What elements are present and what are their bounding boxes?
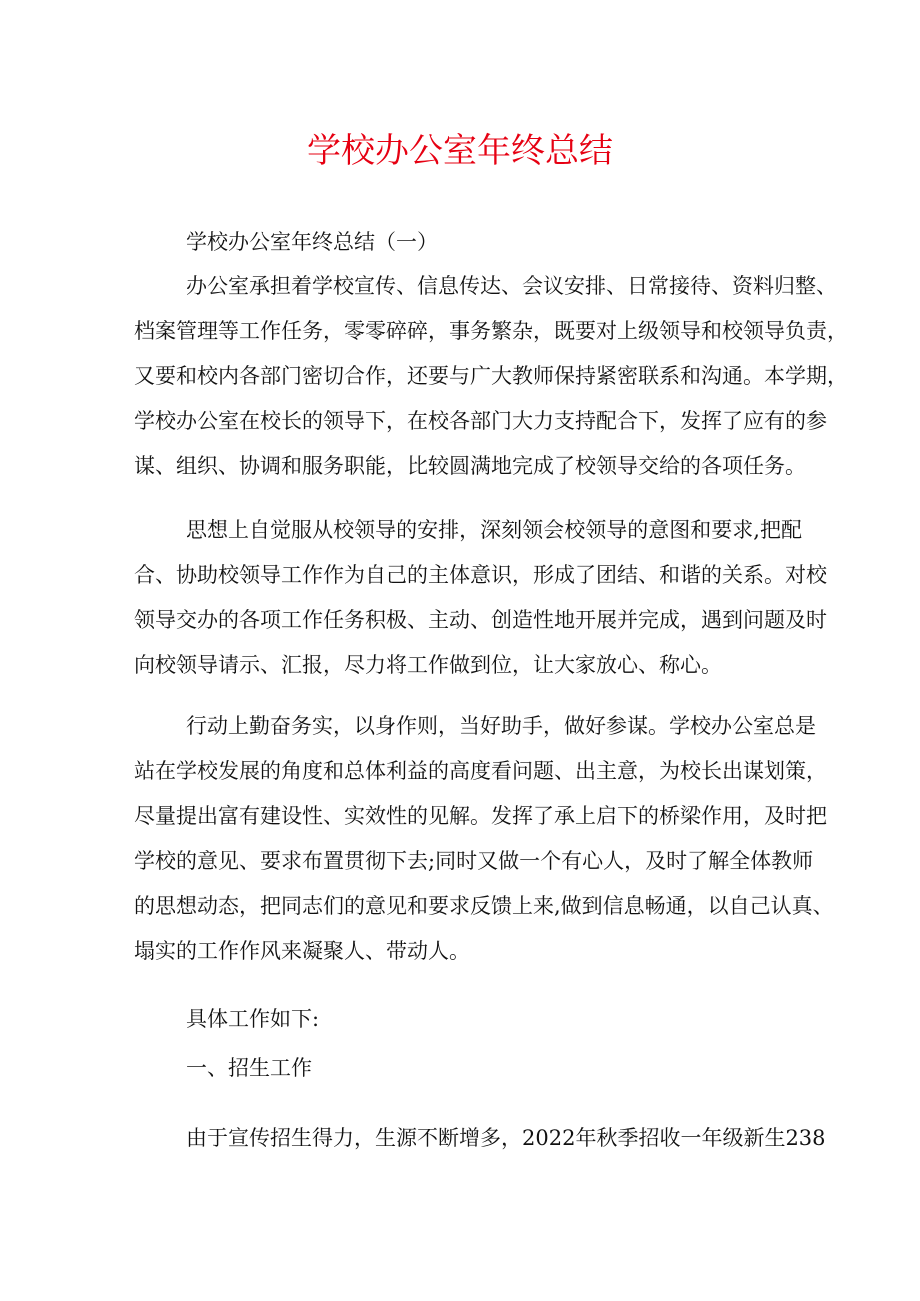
paragraph-line: 由于宣传招生得力，生源不断增多，2022年秋季招收一年级新生238 <box>186 1126 826 1150</box>
paragraph-line: 合、协助校领导工作作为自己的主体意识，形成了团结、和谐的关系。对校 <box>134 563 827 587</box>
paragraph-line: 领导交办的各项工作任务积极、主动、创造性地开展并完成，遇到问题及时 <box>134 608 827 632</box>
work-intro: 具体工作如下: <box>186 1007 320 1031</box>
work-intro-block <box>134 997 802 1042</box>
paragraph-line: 办公室承担着学校宣传、信息传达、会议安排、日常接待、资料归整、 <box>186 274 837 298</box>
paragraph-line: 行动上勤奋务实，以身作则，当好助手，做好参谋。学校办公室总是 <box>186 714 816 738</box>
section-heading: 一、招生工作 <box>186 1056 312 1080</box>
paragraph-line: 塌实的工作作风来凝聚人、带动人。 <box>134 939 470 963</box>
paragraph-line: 档案管理等工作任务，零零碎碎，事务繁杂，既要对上级领导和校领导负责， <box>134 319 848 343</box>
section-subtitle-block <box>134 220 802 265</box>
paragraph-line: 学校的意见、要求布置贯彻下去;同时又做一个有心人，及时了解全体教师 <box>134 849 814 873</box>
paragraph-4 <box>134 1116 826 1161</box>
paragraph-2 <box>134 508 827 688</box>
paragraph-line: 思想上自觉服从校领导的安排，深刻领会校领导的意图和要求,把配 <box>186 518 802 542</box>
paragraph-line: 尽量提出富有建设性、实效性的见解。发挥了承上启下的桥梁作用，及时把 <box>134 804 827 828</box>
paragraph-1 <box>134 264 848 489</box>
paragraph-line: 站在学校发展的角度和总体利益的高度看问题、出主意，为校长出谋划策， <box>134 759 827 783</box>
paragraph-line: 学校办公室在校长的领导下，在校各部门大力支持配合下，发挥了应有的参 <box>134 409 827 433</box>
paragraph-3 <box>134 704 834 974</box>
section-subtitle: 学校办公室年终总结（一） <box>186 230 438 254</box>
paragraph-line: 的思想动态，把同志们的意见和要求反馈上来,做到信息畅通，以自己认真、 <box>134 894 834 918</box>
paragraph-line: 向校领导请示、汇报，尽力将工作做到位，让大家放心、称心。 <box>134 653 722 677</box>
document-title: 学校办公室年终总结 <box>307 131 613 171</box>
paragraph-line: 又要和校内各部门密切合作，还要与广大教师保持紧密联系和沟通。本学期， <box>134 364 848 388</box>
paragraph-line: 谋、组织、协调和服务职能，比较圆满地完成了校领导交给的各项任务。 <box>134 454 806 478</box>
section-heading-block <box>134 1046 802 1091</box>
